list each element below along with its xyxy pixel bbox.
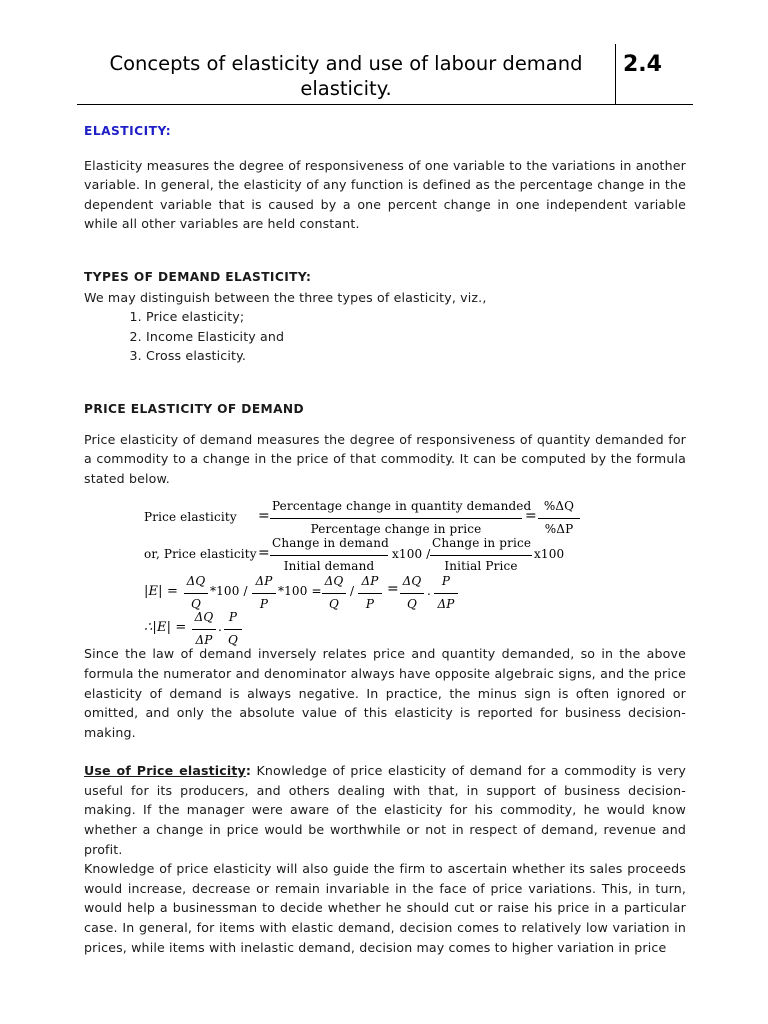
formula-numerator: ΔQ <box>400 572 424 594</box>
formula-denominator: P <box>365 596 375 611</box>
formula-denominator: ΔP <box>437 596 455 611</box>
formula-numerator: ΔP <box>358 572 382 594</box>
formula-fraction <box>322 572 346 614</box>
formula-fraction <box>430 534 532 576</box>
formula-equals: = <box>258 508 270 525</box>
elasticity-formula <box>84 494 686 647</box>
page-title-line-2: elasticity. <box>300 77 392 100</box>
formula-fraction <box>270 534 388 576</box>
formula-numerator: Change in price <box>430 534 532 556</box>
types-intro: We may distinguish between the three types of elasticity, viz., <box>84 289 487 305</box>
formula-numerator: ΔP <box>252 572 276 594</box>
formula-numerator: ΔQ <box>184 572 208 594</box>
formula-operator: x100 <box>534 547 565 562</box>
formula-fraction <box>192 608 216 650</box>
formula-equals: = <box>258 545 270 562</box>
page-title <box>77 51 615 101</box>
header-divider <box>615 44 616 104</box>
types-list <box>84 307 686 366</box>
formula-operator: / <box>350 584 355 599</box>
formula-operator: . <box>218 620 222 635</box>
use-paragraph-2: Knowledge of price elasticity will also guide the firm to ascertain whether its sales proceeds would increase, decrease or remain invariable in the face of price variations. This, in turn, would help a businessman to decide whether he should cut or raise his price in a particular case. In general, for items with elastic demand, decision comes to relatively low variation in prices, while items with inelastic demand, decision may comes to higher variation in price <box>84 861 686 955</box>
use-title-colon: : <box>245 763 252 779</box>
formula-denominator: Initial Price <box>444 558 518 573</box>
types-heading: TYPES OF DEMAND ELASTICITY: <box>84 269 312 284</box>
formula-denominator: Q <box>228 632 238 647</box>
formula-label-2: or, Price elasticity <box>144 547 257 562</box>
use-title: Use of Price elasticity <box>84 763 246 779</box>
formula-numerator: %ΔQ <box>538 497 580 519</box>
formula-fraction <box>434 572 458 614</box>
formula-fraction <box>358 572 382 614</box>
formula-numerator: P <box>224 608 242 630</box>
formula-numerator: ΔQ <box>192 608 216 630</box>
formula-fraction <box>224 608 242 650</box>
formula-operator: *100 / <box>210 584 248 599</box>
formula-fraction <box>252 572 276 614</box>
formula-operator: *100 = <box>278 584 322 599</box>
page-title-line-1: Concepts of elasticity and use of labour demand <box>109 52 583 75</box>
formula-fraction <box>538 497 580 539</box>
formula-operator: x100 / <box>392 547 431 562</box>
formula-denominator: Q <box>191 596 201 611</box>
formula-numerator: Percentage change in quantity demanded <box>270 497 522 519</box>
formula-numerator: P <box>434 572 458 594</box>
formula-fraction <box>400 572 424 614</box>
section-number: 2.4 <box>623 52 662 77</box>
formula-numerator: Change in demand <box>270 534 388 556</box>
after-formula-paragraph: Since the law of demand inversely relates price and quantity demanded, so in the above formula the numerator and denominator always have opposite algebraic signs, and the price elasticity of demand is always negative. In practice, the minus sign is often ignored or omitted, and only the absolute value of this elasticity is reported for business decision-making. <box>84 646 686 740</box>
use-paragraph-1 <box>84 761 686 859</box>
formula-denominator: Percentage change in price <box>310 521 482 536</box>
page-header <box>77 44 693 105</box>
formula-denominator: ΔP <box>195 632 213 647</box>
formula-denominator: P <box>259 596 269 611</box>
formula-denominator: %ΔP <box>544 521 574 536</box>
elasticity-paragraph: Elasticity measures the degree of responsiveness of one variable to the variations in another variable. In general, the elasticity of any function is defined as the percentage change in the dependent variable that is caused by a one percent change in one independent variable while all other variables are held constant. <box>84 157 686 232</box>
formula-label-1: Price elasticity <box>144 510 237 525</box>
use-paragraph-1-text: Knowledge of price elasticity of demand for a commodity is very useful for its producers, and others dealing with that, in support of business decision-making. If the manager were aware of the elasticity for his commodity, he would know whether a change in price would be worthwhile or not in respect of demand, revenue and profit. <box>84 763 686 857</box>
formula-equals: = <box>525 508 537 525</box>
formula-operator: . <box>427 584 431 599</box>
elasticity-heading: ELASTICITY: <box>84 124 172 138</box>
list-item: 3. Cross elasticity. <box>146 346 686 366</box>
formula-numerator: ΔQ <box>322 572 346 594</box>
list-item: 1. Price elasticity; <box>146 307 686 327</box>
ped-paragraph: Price elasticity of demand measures the degree of responsiveness of quantity demanded for a commodity to a change in the price of that commodity. It can be computed by the formula stated below. <box>84 431 686 486</box>
list-item: 2. Income Elasticity and <box>146 327 686 347</box>
formula-lhs: |E| = <box>144 584 179 600</box>
formula-denominator: Q <box>329 596 339 611</box>
ped-heading: PRICE ELASTICITY OF DEMAND <box>84 401 305 416</box>
document-body <box>84 122 686 957</box>
formula-lhs: ∴|E| = <box>144 620 187 636</box>
formula-denominator: Initial demand <box>283 558 375 573</box>
formula-equals: = <box>387 581 399 598</box>
formula-fraction <box>270 497 532 539</box>
formula-denominator: Q <box>407 596 417 611</box>
